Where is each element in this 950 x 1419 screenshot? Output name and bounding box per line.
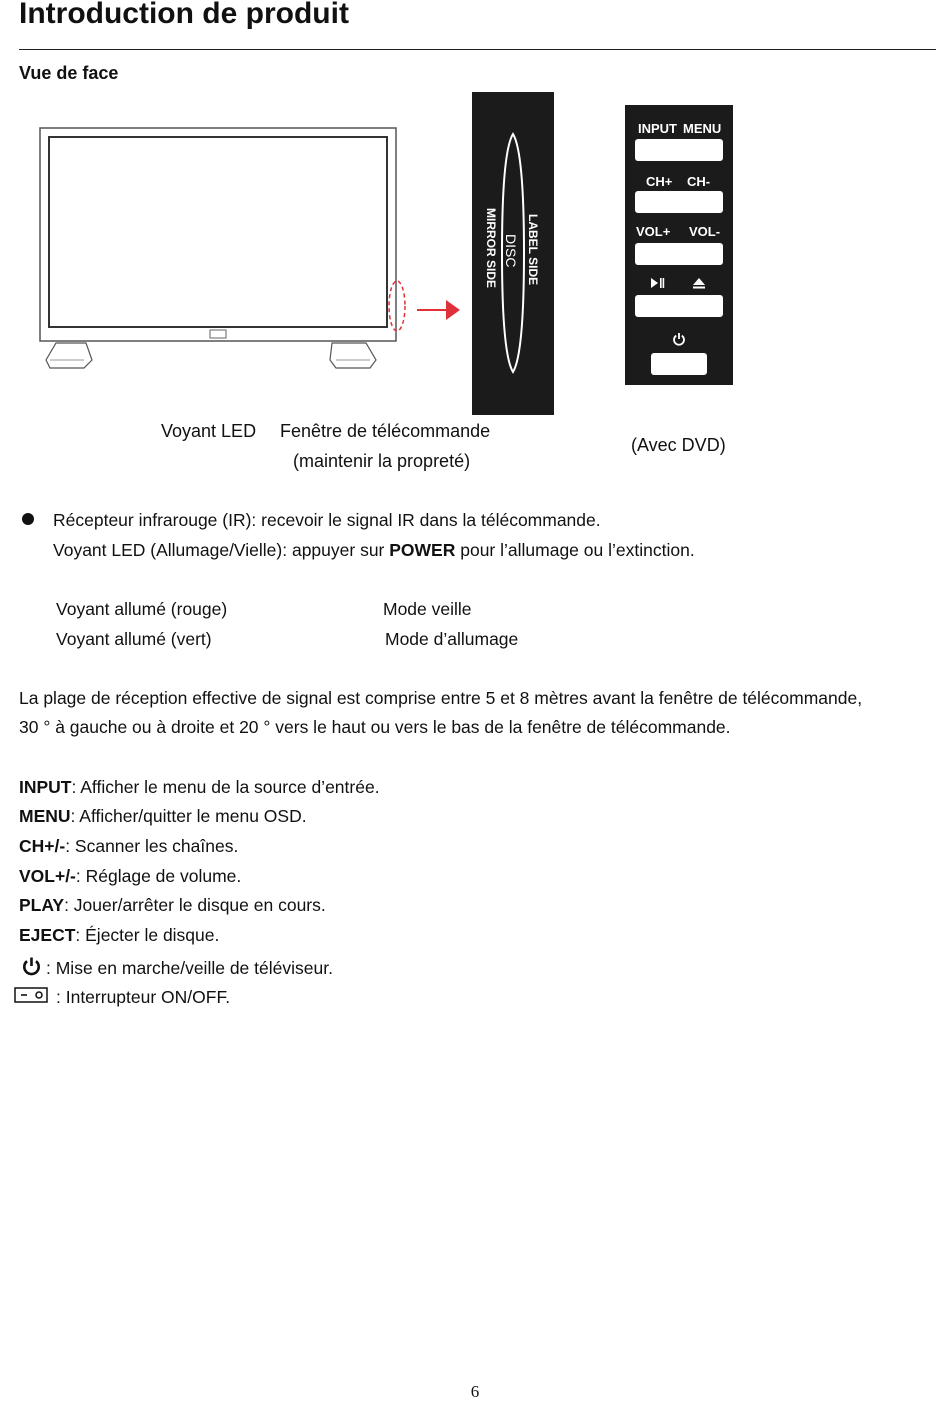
title-divider <box>19 49 936 50</box>
power-keyword: POWER <box>389 540 456 560</box>
led-mode-standby: Mode veille <box>383 599 472 619</box>
remote-window-note: (maintenir la propreté) <box>293 451 471 471</box>
page-number: 6 <box>470 1382 480 1401</box>
power-icon <box>672 332 686 346</box>
remote-window-caption: Fenêtre de télécommande <box>280 421 491 441</box>
label-side-text: LABEL SIDE <box>526 214 540 286</box>
led-mode-on: Mode d’allumage <box>385 629 519 649</box>
led-caption: Voyant LED <box>161 421 257 441</box>
function-channel: CH+/-: Scanner les chaînes. <box>19 836 239 856</box>
ir-receiver-text: Récepteur infrarouge (IR): recevoir le signal IR dans la télécommande. <box>53 510 601 530</box>
power-button[interactable] <box>651 353 707 375</box>
volume-button[interactable] <box>635 243 723 265</box>
function-input: INPUT: Afficher le menu de la source d’entrée. <box>19 777 380 797</box>
function-eject: EJECT: Éjecter le disque. <box>19 925 220 945</box>
ch-minus-label: CH- <box>687 174 711 189</box>
play-eject-button[interactable] <box>635 295 723 317</box>
page-title: Introduction de produit <box>19 0 349 30</box>
disc-text: DISC <box>503 234 519 268</box>
tv-illustration <box>36 122 466 380</box>
function-play: PLAY: Jouer/arrêter le disque en cours. <box>19 895 326 915</box>
input-label: INPUT <box>638 121 677 136</box>
menu-label: MENU <box>683 121 722 136</box>
function-power: : Mise en marche/veille de téléviseur. <box>46 958 333 978</box>
button-panel <box>625 105 733 385</box>
led-indicator-text: Voyant LED (Allumage/Vielle): appuyer sur POWER pour l’allumage ou l’extinction. <box>53 540 695 560</box>
range-text-line1: La plage de réception effective de signal est comprise entre 5 et 8 mètres avant la fenêtre de télécommande, <box>19 688 863 708</box>
channel-button[interactable] <box>635 191 723 213</box>
function-menu: MENU: Afficher/quitter le menu OSD. <box>19 806 307 826</box>
bullet-dot <box>22 513 34 525</box>
eject-icon <box>692 276 706 290</box>
range-text-line2: 30 ° à gauche ou à droite et 20 ° vers le haut ou vers le bas de la fenêtre de télécommande. <box>19 717 731 737</box>
vol-minus-label: VOL- <box>689 224 721 239</box>
disc-slot-panel <box>472 92 554 415</box>
ch-plus-label: CH+ <box>646 174 673 189</box>
input-menu-button[interactable] <box>635 139 723 161</box>
power-icon <box>21 956 42 977</box>
vol-plus-label: VOL+ <box>636 224 671 239</box>
led-state-green: Voyant allumé (vert) <box>56 629 212 649</box>
function-switch: : Interrupteur ON/OFF. <box>56 987 231 1007</box>
mirror-side-text: MIRROR SIDE <box>484 208 498 289</box>
function-volume: VOL+/-: Réglage de volume. <box>19 866 242 886</box>
switch-icon <box>14 987 48 1004</box>
with-dvd-caption: (Avec DVD) <box>631 435 726 455</box>
led-state-red: Voyant allumé (rouge) <box>56 599 228 619</box>
play-pause-icon <box>649 276 665 290</box>
section-subtitle: Vue de face <box>19 63 119 83</box>
